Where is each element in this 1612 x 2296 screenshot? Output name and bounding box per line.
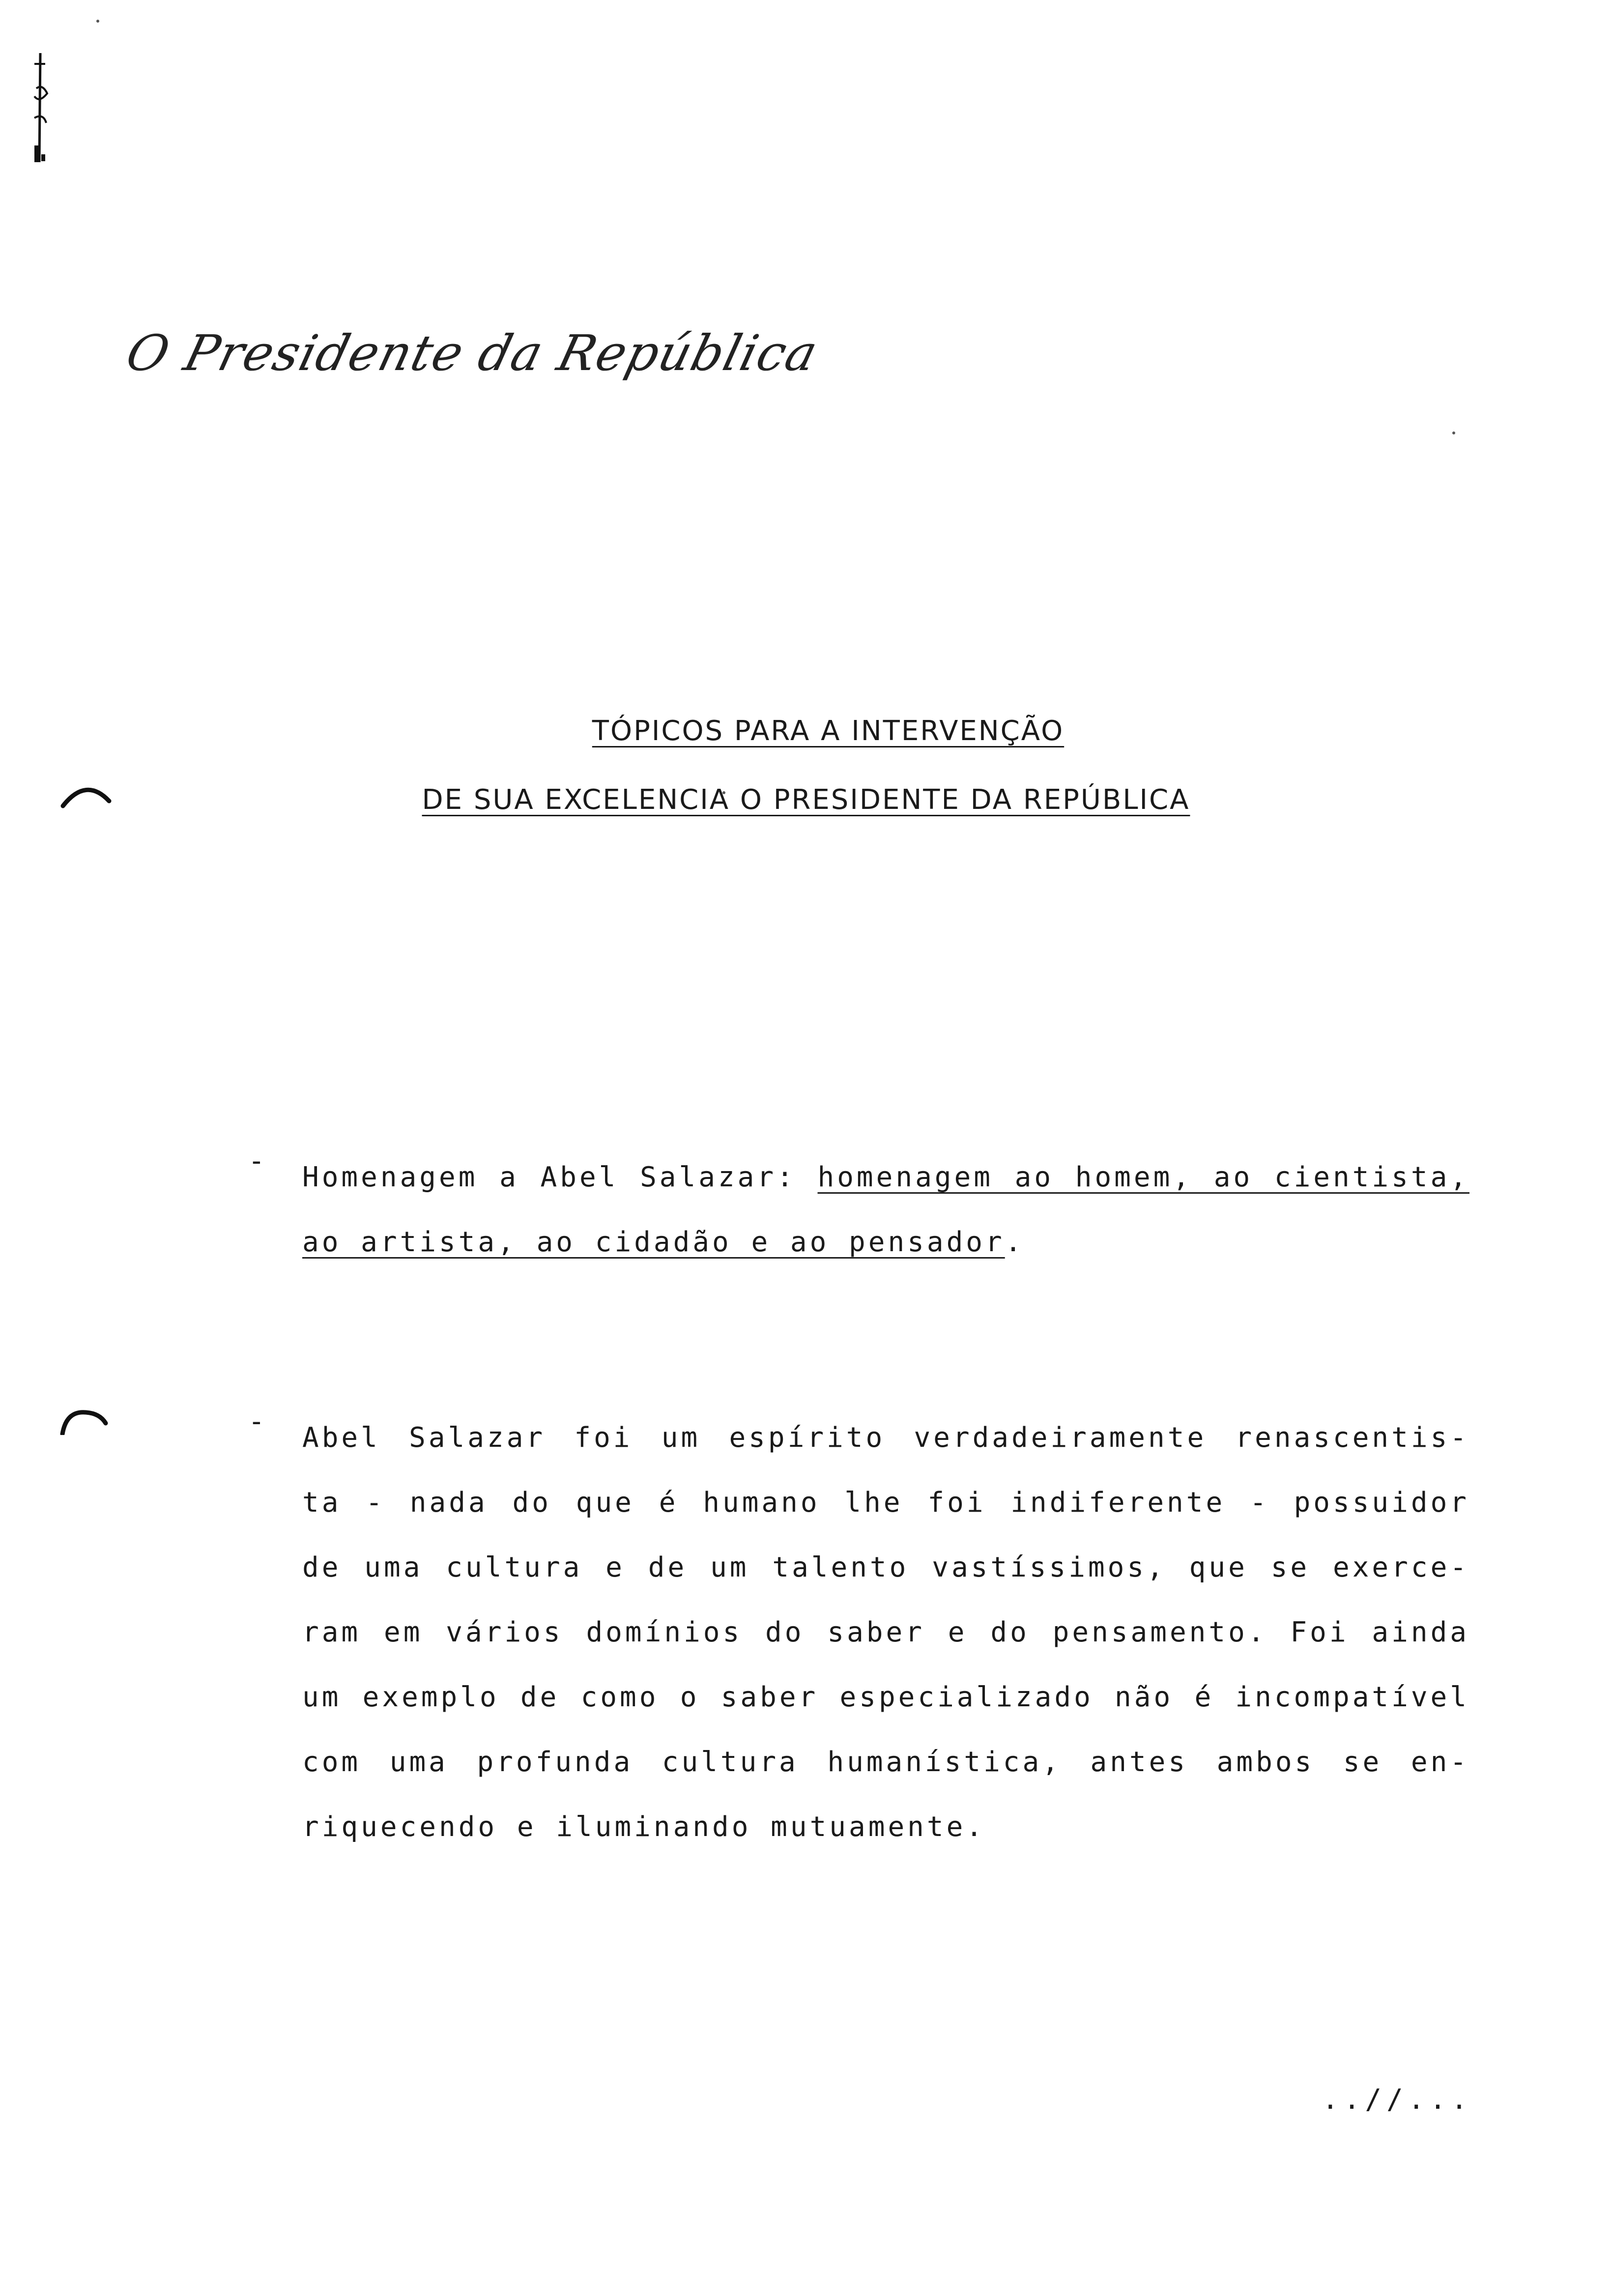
bullet-text (302, 1145, 1469, 1275)
page-continuation-mark: ..//... (1322, 2084, 1473, 2116)
scan-speck (96, 20, 99, 23)
underlined-phrase: homenagem ao homem, ao cientista, ao artista, ao cidadão e ao pensador (302, 1161, 1469, 1258)
binding-mark-icon (20, 49, 59, 167)
bullet-dash: - (248, 1145, 265, 1177)
title-text: DE SUA EXCELENCIA O PRESIDENTE DA REPÚBLICA (422, 784, 1190, 816)
document-title-line-1 (0, 715, 1612, 747)
bullet-tail: . (1005, 1226, 1025, 1258)
bullet-text: Abel Salazar foi um espírito verdadeiramente renascentis- ta - nada do que é humano lhe foi indiferente - possuidor de uma cultura e de um talento vastíssimos, que se exerce- ram em vários domínios do saber e do pensamento. Foi ainda um exemplo de como o saber especializado não é incompatível com uma profunda cultura humanística, antes ambos se en- riquecendo e iluminando mutuamente. (302, 1422, 1469, 1843)
bullet-lead: Homenagem a Abel Salazar: (302, 1161, 818, 1193)
title-text: TÓPICOS PARA A INTERVENÇÃO (592, 715, 1065, 747)
letterhead: O Presidente da República (120, 324, 824, 382)
punch-hole-mark-icon (57, 1406, 111, 1435)
bullet-dash: - (248, 1406, 265, 1437)
scan-speck (1452, 431, 1455, 434)
document-title-line-2 (0, 784, 1612, 816)
